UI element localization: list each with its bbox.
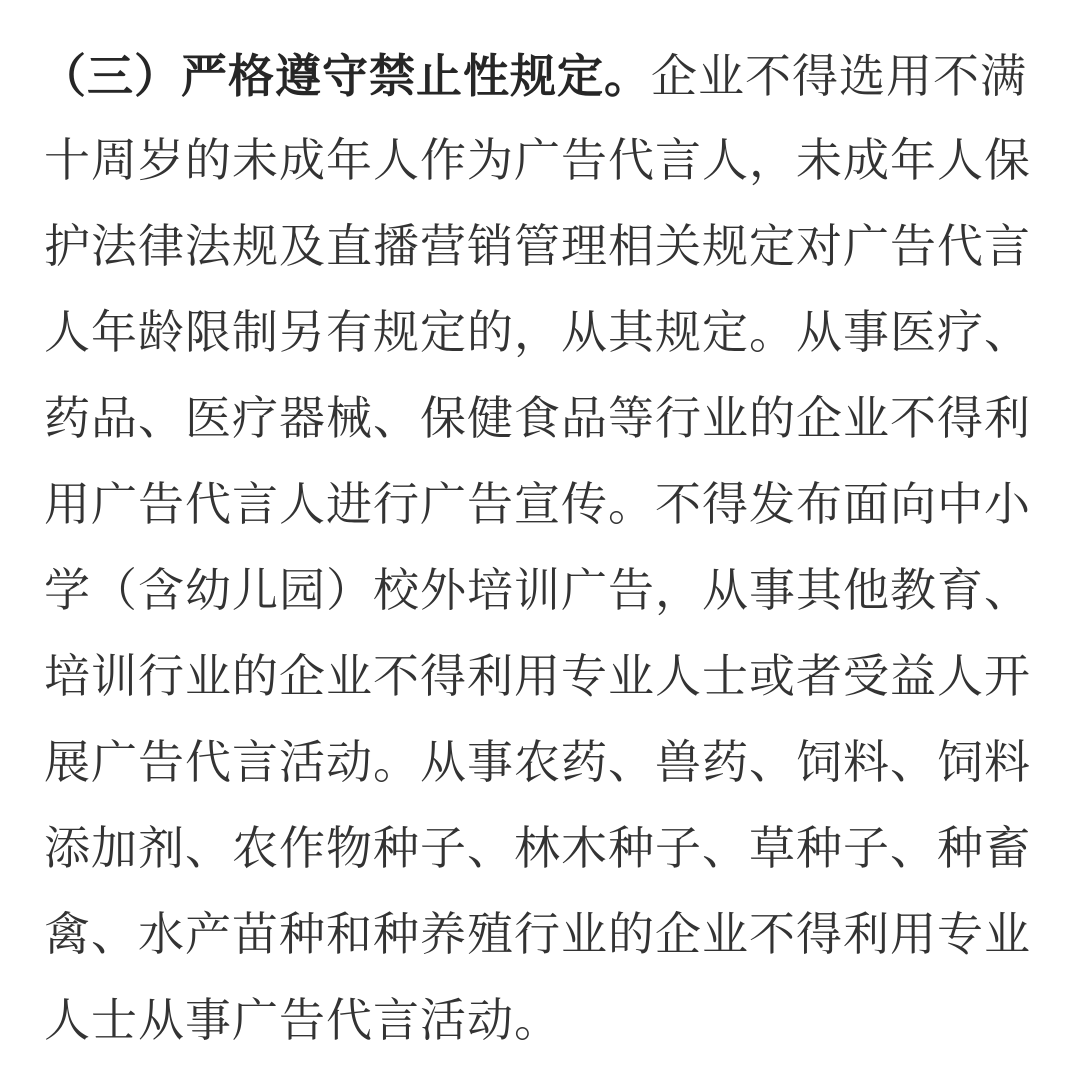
paragraph-line-5: 药品、医疗器械、保健食品等行业的企业不得利 — [44, 391, 1031, 445]
paragraph-line-11: 禽、水产苗种和种养殖行业的企业不得利用专业 — [44, 907, 1031, 961]
section-heading: （三）严格遵守禁止性规定。 — [40, 49, 651, 103]
paragraph-line-2: 十周岁的未成年人作为广告代言人，未成年人保 — [44, 133, 1031, 187]
paragraph-line-3: 护法律法规及直播营销管理相关规定对广告代言 — [44, 219, 1031, 273]
paragraph-line-9: 展广告代言活动。从事农药、兽药、饲料、饲料 — [44, 735, 1031, 789]
paragraph-line-10: 添加剂、农作物种子、林木种子、草种子、种畜 — [44, 821, 1031, 875]
paragraph-line-8: 培训行业的企业不得利用专业人士或者受益人开 — [44, 649, 1031, 703]
paragraph-text-1: 企业不得选用不满 — [651, 49, 1027, 103]
paragraph-line-1 — [40, 36, 1040, 116]
paragraph-line-4: 人年龄限制另有规定的，从其规定。从事医疗、 — [44, 305, 1031, 359]
paragraph-line-7: 学（含幼儿园）校外培训广告，从事其他教育、 — [44, 563, 1031, 617]
paragraph-line-12: 人士从事广告代言活动。 — [44, 993, 561, 1047]
paragraph-line-6: 用广告代言人进行广告宣传。不得发布面向中小 — [44, 477, 1031, 531]
